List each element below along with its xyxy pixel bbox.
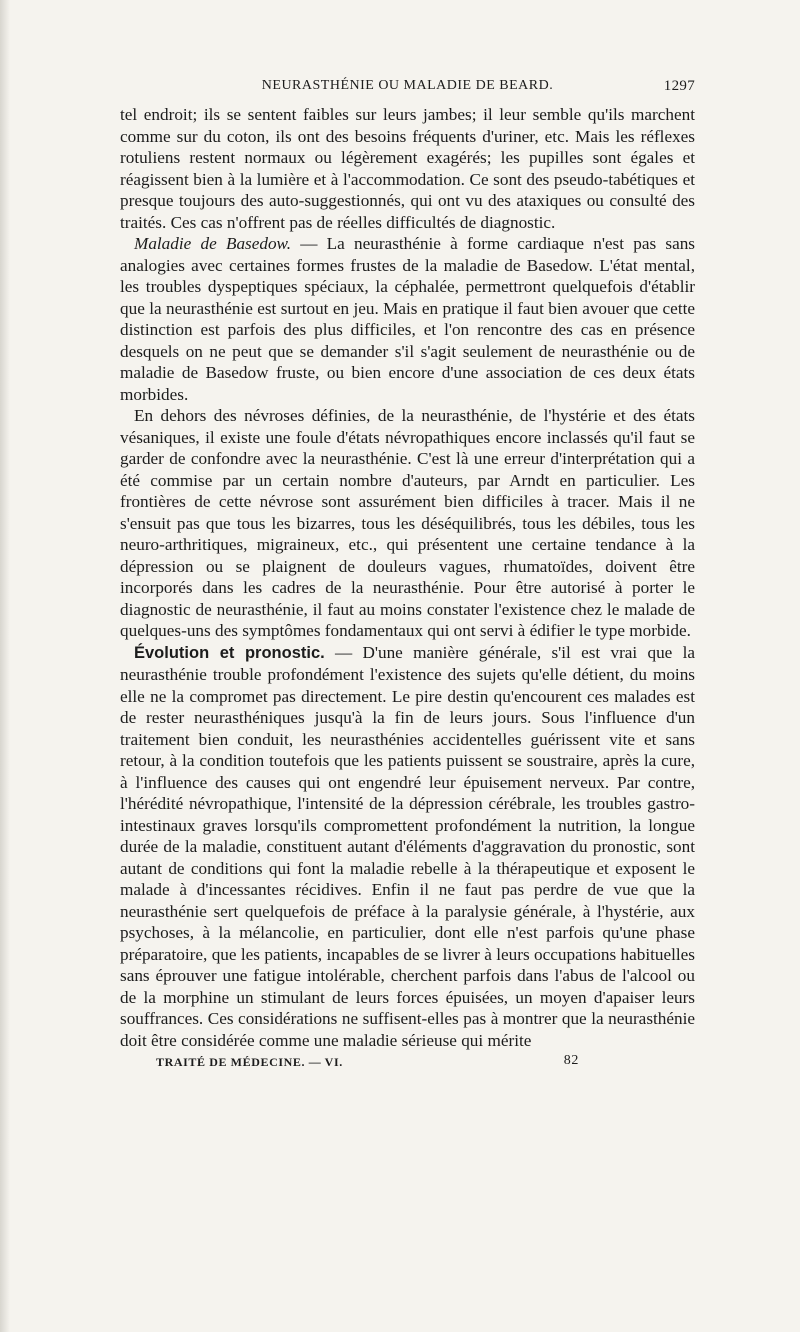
page-gutter-shadow <box>0 0 10 1332</box>
paragraph-evolution-text: — D'une manière générale, s'il est vrai que la neurasthénie trouble profondément l'existence des sujets qu'elle détient, du moins elle ne la compromet pas directement. Le pire destin qu'encourent ces malades est de rester neurasthéniques jusqu'à la fin de leurs jours. Sous l'influence d'un traitement bien conduit, les neurasthénies accidentelles guérissent vite et sans retour, à la condition toutefois que les patients puissent se soustraire, après la cure, à l'influence des causes qui ont engendré leur épuisement nerveux. Par contre, l'hérédité névropathique, l'intensité de la dépression cérébrale, les troubles gastro-intestinaux graves lorsqu'ils compromettent profondément la nutrition, la longue durée de la maladie, constituent autant d'éléments d'aggravation du pronostic, sont autant de conditions qui font la maladie rebelle à la thérapeutique et exposent le malade à d'incessantes récidives. Enfin il ne faut pas perdre de vue que la neurasthénie sert quelquefois de préface à la paralysie générale, à l'hystérie, aux psychoses, à la mélancolie, en particulier, dont elle n'est parfois qu'une phase préparatoire, que les patients, incapables de se livrer à leurs occupations habituelles sans éprouver une fatigue intolérable, cherchent parfois dans l'abus de l'alcool ou de la morphine un stimulant de leurs forces épuisées, un moyen d'apaiser leurs souffrances. Ces considérations ne suffisent-elles pas à montrer que la neurasthénie doit être considérée comme une maladie sérieuse qui mérite <box>120 642 695 1050</box>
running-head <box>120 78 695 104</box>
page-number: 1297 <box>663 78 695 94</box>
running-title: NEURASTHÉNIE OU MALADIE DE BEARD. <box>261 78 554 93</box>
paragraph-basedow-text: — La neurasthénie à forme cardiaque n'est pas sans analogies avec certaines formes frustes de la maladie de Basedow. L'état mental, les troubles dyspeptiques spéciaux, la céphalée, permettront quelquefois d'établir que la neurasthénie est surtout en jeu. Mais en pratique il faut bien avouer que cette distinction est parfois des plus difficiles, et l'on rencontre des cas en présence desquels on ne peut que se demander s'il s'agit seulement de neurasthénie ou de maladie de Basedow fruste, ou bien encore d'une association de ces deux états morbides. <box>120 234 695 404</box>
page-footer <box>120 1053 695 1075</box>
body-text <box>120 104 695 1051</box>
subheading-basedow: Maladie de Basedow. <box>134 234 292 253</box>
paragraph-basedow <box>120 233 695 405</box>
paragraph-evolution <box>120 642 695 1052</box>
footer-signature: TRAITÉ DE MÉDECINE. — VI. <box>156 1055 343 1069</box>
subheading-evolution: Évolution et pronostic. <box>134 643 325 662</box>
paragraph-3: En dehors des névroses définies, de la neurasthénie, de l'hystérie et des états vésaniques, il existe une foule d'états névropathiques encore inclassés qu'il faut se garder de confondre avec la neurasthénie. C'est là une erreur d'interprétation qui a été commise par un certain nombre d'auteurs, par Arndt en particulier. Les frontières de cette névrose sont assurément bien difficiles à tracer. Mais il ne s'ensuit pas que tous les bizarres, tous les déséquilibrés, tous les débiles, tous les neuro-arthritiques, migraineux, etc., qui présentent une certaine tendance à la dépression ou se plaignent de douleurs vagues, rhumatoïdes, doivent être incorporés dans les cadres de la neurasthénie. Pour être autorisé à porter le diagnostic de neurasthénie, il faut au moins constater l'existence chez le malade de quelques-uns des symptômes fondamentaux qui ont servi à édifier le type morbide. <box>120 406 695 640</box>
sheet-number: 82 <box>563 1053 579 1068</box>
paragraph-1: tel endroit; ils se sentent faibles sur leurs jambes; il leur semble qu'ils marchent comme sur du coton, ils ont des besoins fréquents d'uriner, etc. Mais les réflexes rotuliens restent normaux ou légèrement exagérés; les pupilles sont égales et réagissent bien à la lumière et à l'accommodation. Ce sont des pseudo-tabétiques et presque toujours des auto-suggestionnés, qui ont vu des ataxiques ou consulté des traités. Ces cas n'offrent pas de réelles difficultés de diagnostic. <box>120 105 695 232</box>
book-page <box>120 78 695 1075</box>
